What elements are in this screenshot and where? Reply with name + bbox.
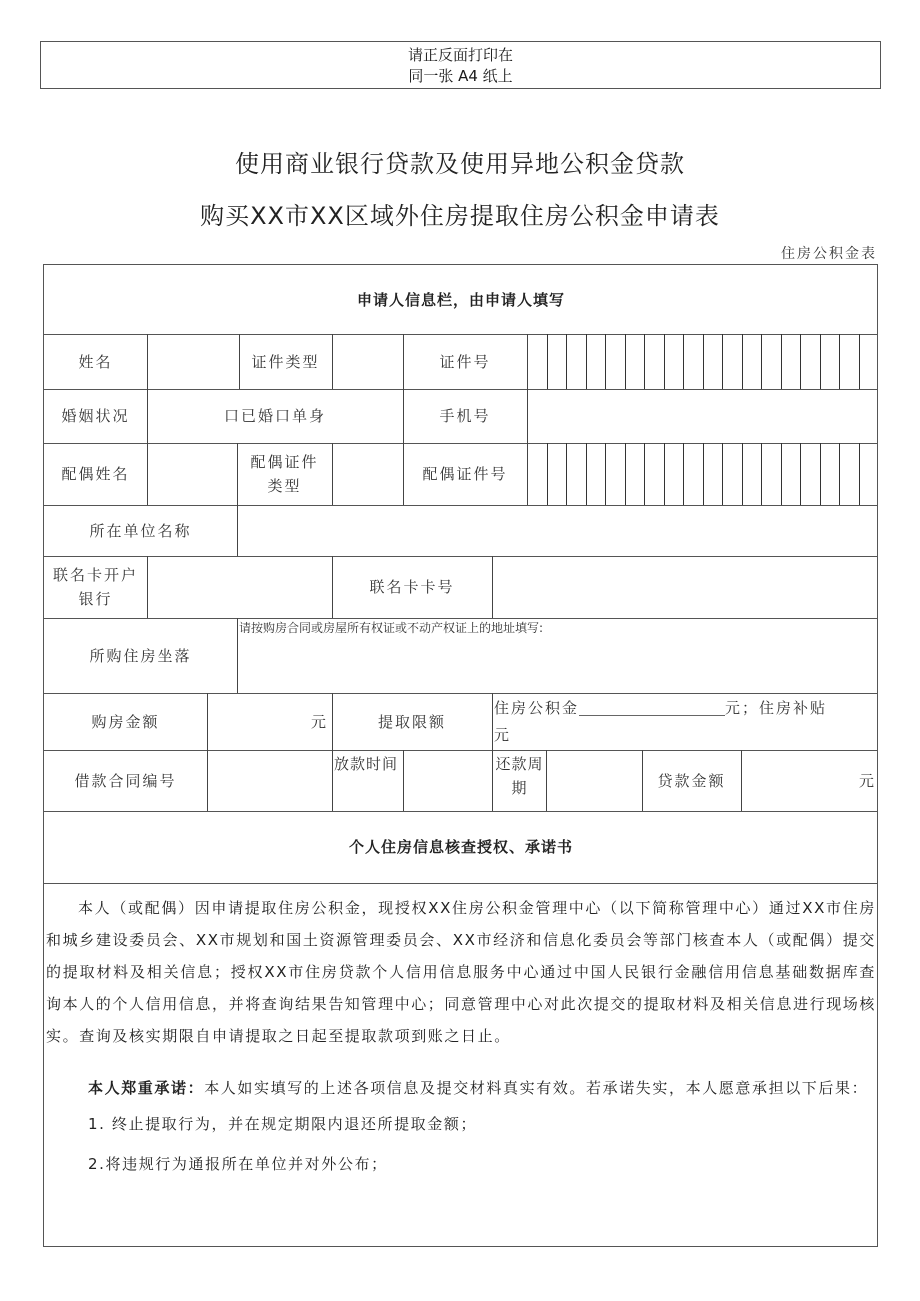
promise-label: 本人郑重承诺： bbox=[88, 1079, 205, 1097]
digit-box[interactable] bbox=[566, 443, 586, 505]
digit-box[interactable] bbox=[859, 443, 879, 505]
consequence-item-2: 2.将违规行为通报所在单位并对外公布； bbox=[88, 1155, 388, 1173]
spouse-id-type-label: 配偶证件类型 bbox=[250, 453, 319, 495]
purchase-price-unit: 元 bbox=[310, 712, 328, 731]
loan-amount-input[interactable] bbox=[741, 750, 878, 811]
digit-box[interactable] bbox=[820, 443, 840, 505]
spouse-name-label: 配偶姓名 bbox=[61, 465, 130, 483]
digit-box[interactable] bbox=[722, 443, 742, 505]
digit-box[interactable] bbox=[625, 334, 645, 389]
consequence-item-1: 1. 终止提取行为，并在规定期限内退还所提取金额； bbox=[88, 1115, 478, 1133]
digit-box[interactable] bbox=[664, 443, 684, 505]
address-input[interactable] bbox=[239, 620, 877, 692]
employer-input[interactable] bbox=[237, 505, 878, 556]
limit-fund-blank[interactable] bbox=[579, 699, 725, 716]
phone-label: 手机号 bbox=[439, 407, 491, 425]
spouse-id-number-digit-grid[interactable] bbox=[527, 443, 878, 505]
employer-label: 所在单位名称 bbox=[89, 521, 192, 540]
digit-box[interactable] bbox=[781, 443, 801, 505]
digit-box[interactable] bbox=[625, 443, 645, 505]
phone-input[interactable] bbox=[527, 389, 878, 443]
digit-box[interactable] bbox=[859, 334, 879, 389]
limit-fund-prefix: 住房公积金 bbox=[494, 699, 580, 717]
withdraw-limit-input[interactable] bbox=[494, 695, 878, 750]
digit-box[interactable] bbox=[742, 443, 762, 505]
disburse-time-label: 放款时间 bbox=[334, 755, 399, 773]
address-hint: 请按购房合同或房屋所有权证或不动产权证上的地址填写: bbox=[239, 621, 544, 635]
digit-box[interactable] bbox=[800, 334, 820, 389]
promise-statement bbox=[88, 1072, 878, 1104]
digit-box[interactable] bbox=[644, 334, 664, 389]
print-notice-line-2: 同一张 A4 纸上 bbox=[408, 67, 513, 85]
withdraw-limit-label: 提取限额 bbox=[377, 712, 446, 731]
loan-contract-label: 借款合同编号 bbox=[74, 771, 177, 790]
digit-box[interactable] bbox=[761, 443, 781, 505]
disburse-time-input[interactable] bbox=[403, 750, 492, 811]
digit-box[interactable] bbox=[683, 443, 703, 505]
digit-box[interactable] bbox=[527, 334, 547, 389]
address-label: 所购住房坐落 bbox=[89, 646, 192, 665]
digit-box[interactable] bbox=[839, 443, 859, 505]
loan-amount-unit: 元 bbox=[858, 771, 876, 790]
id-type-input[interactable] bbox=[332, 334, 403, 389]
form-number: 住房公积金表 bbox=[781, 246, 877, 262]
limit-fund-suffix: 元；住房补贴 bbox=[725, 699, 828, 717]
digit-box[interactable] bbox=[586, 334, 606, 389]
promise-text: 本人如实填写的上述各项信息及提交材料真实有效。若承诺失实，本人愿意承担以下后果： bbox=[204, 1079, 869, 1097]
digit-box[interactable] bbox=[605, 334, 625, 389]
digit-box[interactable] bbox=[586, 443, 606, 505]
loan-amount-label: 贷款金额 bbox=[657, 771, 726, 790]
page-title-line-2: 购买XX市XX区域外住房提取住房公积金申请表 bbox=[200, 202, 720, 230]
bank-input[interactable] bbox=[147, 556, 332, 618]
digit-box[interactable] bbox=[761, 334, 781, 389]
name-input[interactable] bbox=[147, 334, 239, 389]
digit-box[interactable] bbox=[605, 443, 625, 505]
marital-status-label: 婚姻状况 bbox=[61, 407, 130, 425]
purchase-price-input[interactable] bbox=[207, 693, 332, 750]
authorization-paragraph: 本人（或配偶）因申请提取住房公积金，现授权XX住房公积金管理中心（以下简称管理中心）通过XX市住房和城乡建设委员会、XX市规划和国土资源管理委员会、XX市经济和信息化委员会等部门核查本人（或配偶）提交的提取材料及相关信息；授权XX市住房贷款个人信用信息服务中心通过中国人民银行金融信用信息基础数据库查询本人的个人信用信息，并将查询结果告知管理中心；同意管理中心对此次提交的提取材料及相关信息进行现场核实。查询及核实期限自申请提取之日起至提取款项到账之日止。 bbox=[46, 899, 877, 1045]
spouse-id-number-label: 配偶证件号 bbox=[422, 465, 508, 483]
id-number-digit-grid[interactable] bbox=[527, 334, 878, 389]
id-number-label: 证件号 bbox=[439, 352, 491, 371]
digit-box[interactable] bbox=[703, 443, 723, 505]
digit-box[interactable] bbox=[781, 334, 801, 389]
digit-box[interactable] bbox=[703, 334, 723, 389]
digit-box[interactable] bbox=[547, 334, 567, 389]
card-number-label: 联名卡卡号 bbox=[369, 578, 455, 596]
digit-box[interactable] bbox=[800, 443, 820, 505]
applicant-section-heading: 申请人信息栏，由申请人填写 bbox=[356, 290, 565, 309]
id-type-label: 证件类型 bbox=[251, 352, 320, 371]
card-number-input[interactable] bbox=[492, 556, 878, 618]
digit-box[interactable] bbox=[644, 443, 664, 505]
digit-box[interactable] bbox=[742, 334, 762, 389]
digit-box[interactable] bbox=[664, 334, 684, 389]
digit-box[interactable] bbox=[527, 443, 547, 505]
repay-period-input[interactable] bbox=[546, 750, 642, 811]
marital-status-checkboxes[interactable]: 口已婚口单身 bbox=[223, 407, 326, 425]
name-label: 姓名 bbox=[78, 352, 113, 371]
page-title-line-1: 使用商业银行贷款及使用异地公积金贷款 bbox=[235, 150, 685, 178]
digit-box[interactable] bbox=[820, 334, 840, 389]
repay-period-label: 还款周期 bbox=[495, 755, 544, 797]
spouse-name-input[interactable] bbox=[147, 443, 237, 505]
limit-subsidy-unit: 元 bbox=[494, 726, 512, 744]
authorization-section-heading: 个人住房信息核查授权、承诺书 bbox=[348, 838, 573, 856]
digit-box[interactable] bbox=[839, 334, 859, 389]
digit-box[interactable] bbox=[722, 334, 742, 389]
digit-box[interactable] bbox=[547, 443, 567, 505]
digit-box[interactable] bbox=[683, 334, 703, 389]
digit-box[interactable] bbox=[566, 334, 586, 389]
print-notice-line-1: 请正反面打印在 bbox=[407, 46, 513, 64]
loan-contract-input[interactable] bbox=[207, 750, 332, 811]
spouse-id-type-input[interactable] bbox=[332, 443, 403, 505]
bank-label: 联名卡开户银行 bbox=[52, 566, 138, 608]
purchase-price-label: 购房金额 bbox=[91, 712, 160, 731]
print-notice-box bbox=[40, 41, 881, 89]
